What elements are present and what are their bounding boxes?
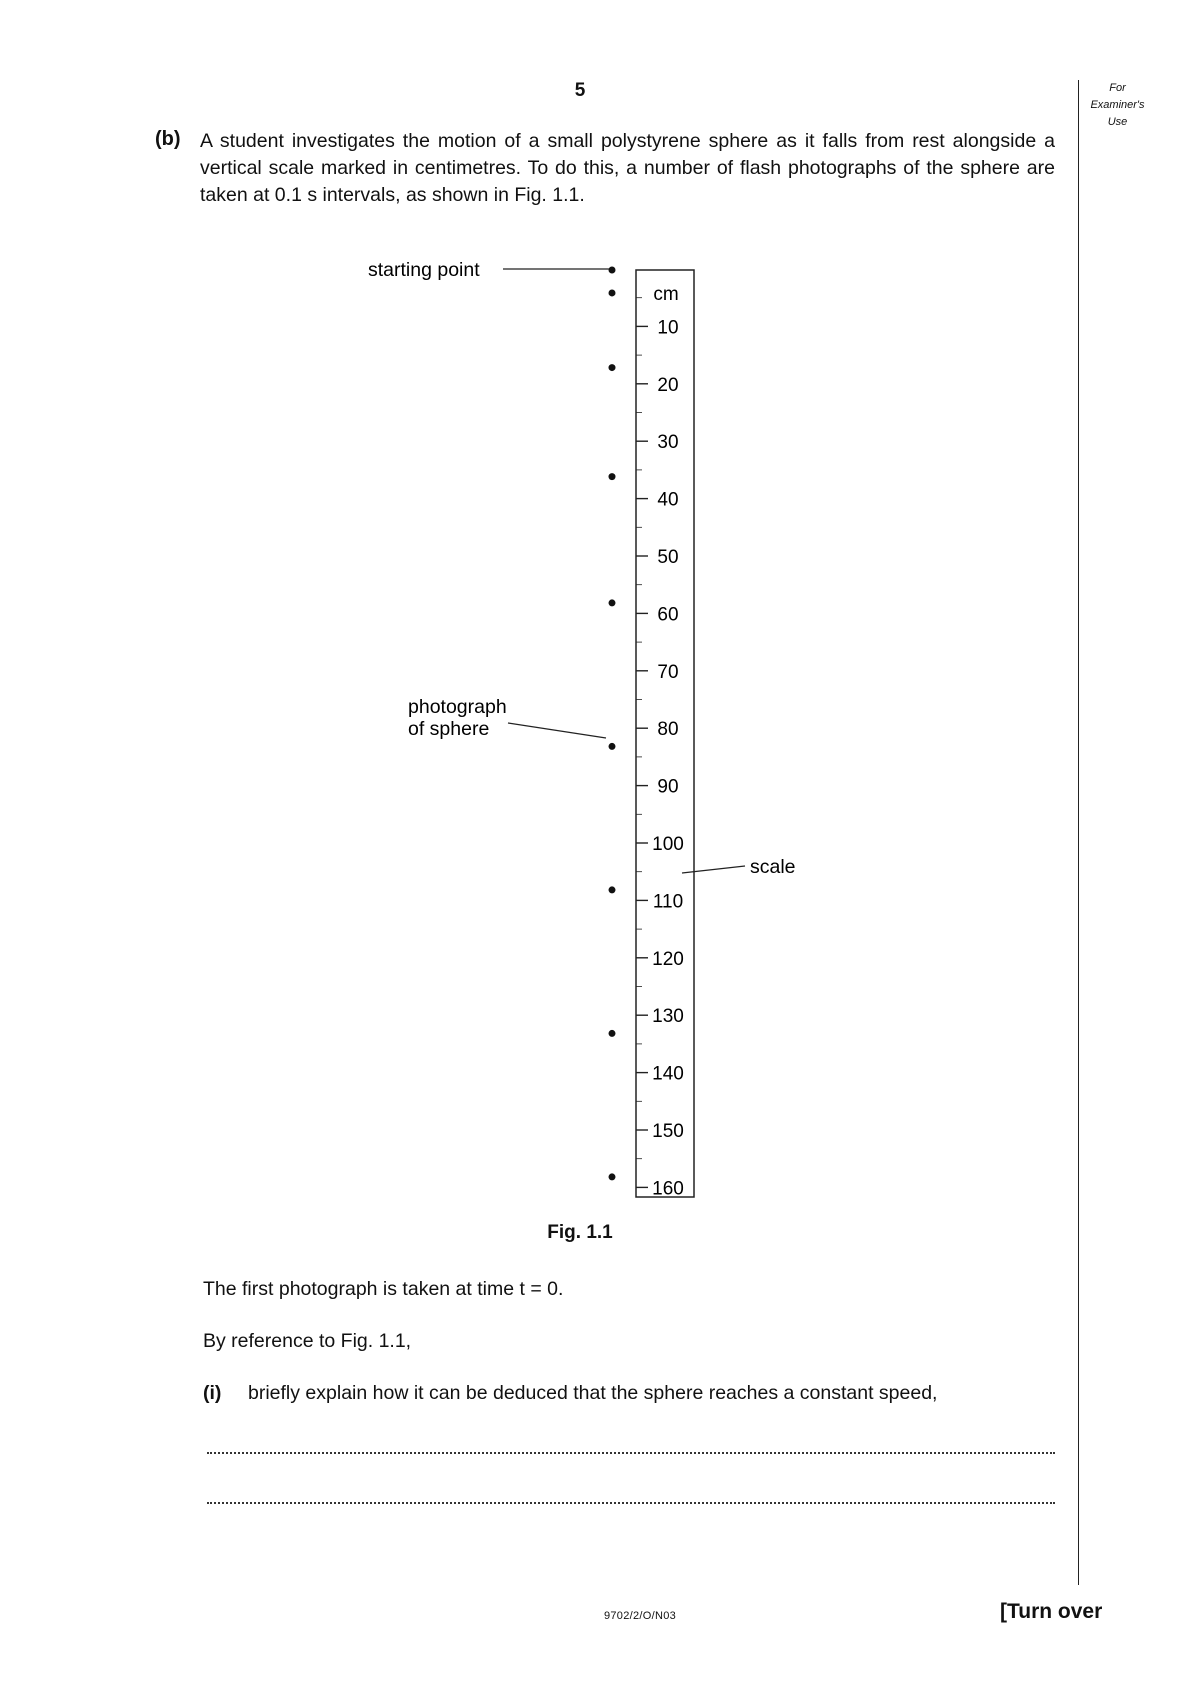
sphere-dot bbox=[609, 289, 616, 296]
scale-unit: cm bbox=[653, 284, 679, 305]
figure-caption: Fig. 1.1 bbox=[547, 1222, 613, 1243]
sphere-dot bbox=[609, 599, 616, 606]
examiner-line-3: Use bbox=[1107, 116, 1128, 128]
sphere-dot bbox=[609, 743, 616, 750]
scale-tick-label: 40 bbox=[657, 489, 679, 511]
sphere-dot bbox=[609, 267, 616, 274]
sphere-dot bbox=[609, 473, 616, 480]
scale-tick-label: 100 bbox=[652, 834, 684, 855]
turn-over: [Turn over bbox=[1000, 1600, 1103, 1623]
sphere-dot bbox=[609, 1030, 616, 1037]
scale-tick-label: 160 bbox=[652, 1178, 684, 1200]
scale-tick-label: 50 bbox=[657, 547, 679, 568]
starting-point-label: starting point bbox=[368, 259, 480, 281]
scale-label: scale bbox=[750, 856, 796, 878]
question-text: A student investigates the motion of a small polystyrene sphere as it falls from rest alongside a vertical scale marked in centimetres. To do this, a number of flash photographs of the sphere are taken at 0.1 s intervals, as shown in Fig. 1.1. bbox=[200, 130, 1055, 206]
sub-question-text: briefly explain how it can be deduced that the sphere reaches a constant speed, bbox=[248, 1382, 938, 1404]
sub-question-label: (i) bbox=[203, 1382, 222, 1404]
sphere-dot bbox=[609, 364, 616, 371]
part-label: (b) bbox=[155, 128, 181, 150]
photograph-label-line2: of sphere bbox=[408, 718, 490, 740]
sphere-dot bbox=[609, 1173, 616, 1180]
first-photo-text: The first photograph is taken at time t = 0. bbox=[203, 1278, 564, 1300]
answer-line-1[interactable] bbox=[207, 1452, 1055, 1454]
scale-tick-label: 70 bbox=[657, 661, 679, 683]
scale-tick-label: 140 bbox=[652, 1063, 684, 1085]
scale-tick-label: 110 bbox=[652, 891, 684, 913]
scale-tick-label: 150 bbox=[652, 1121, 684, 1142]
reference-text: By reference to Fig. 1.1, bbox=[203, 1330, 412, 1352]
photograph-leader bbox=[508, 723, 606, 738]
paper-code: 9702/2/O/N03 bbox=[603, 1610, 677, 1622]
scale-tick-label: 30 bbox=[657, 432, 679, 454]
answer-line-2[interactable] bbox=[207, 1502, 1055, 1504]
scale-tick-label: 80 bbox=[657, 719, 679, 741]
scale-tick-label: 120 bbox=[652, 948, 684, 970]
scale-tick-label: 130 bbox=[652, 1006, 684, 1028]
scale-tick-label: 10 bbox=[657, 317, 679, 339]
scale-tick-label: 90 bbox=[657, 776, 679, 798]
scale-tick-label: 60 bbox=[657, 604, 679, 626]
sphere-photographs bbox=[609, 267, 616, 1181]
examiner-line-2: Examiner's bbox=[1090, 99, 1145, 111]
page-number: 5 bbox=[574, 80, 586, 101]
scale-tick-label: 20 bbox=[657, 374, 679, 396]
sphere-dot bbox=[609, 886, 616, 893]
examiner-line-1: For bbox=[1109, 82, 1126, 94]
photograph-label-line1: photograph bbox=[408, 696, 507, 718]
